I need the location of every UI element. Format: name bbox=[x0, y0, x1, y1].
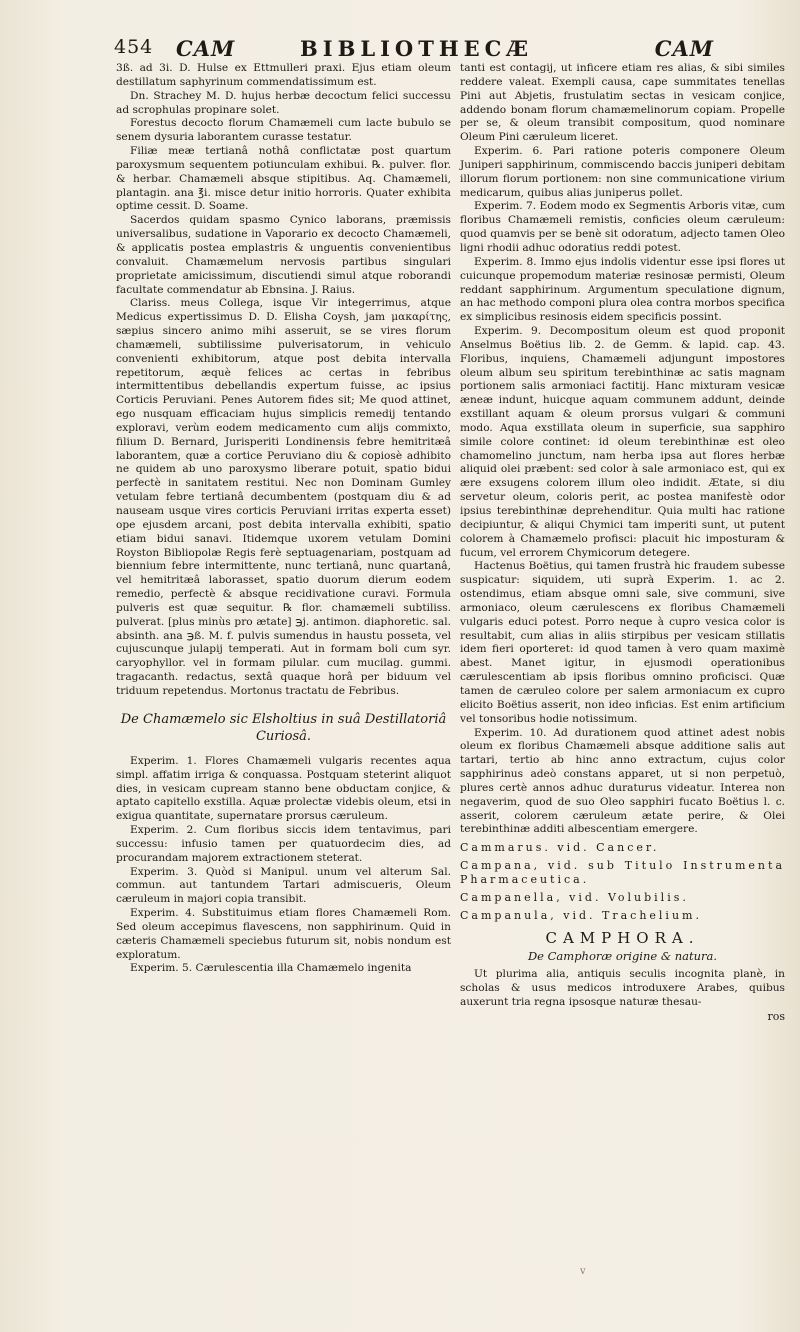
right-column-para-5: Hactenus Boëtius, qui tamen frustrà hic fraudem subesse suspicatur: siquidem, uti suprà Experim. 1. ac 2. ostendimus, etiam absque omni sale, sive communi, sive armoniaco, oleum cærulescens ex floribus Chamæmeli vulgaris educi potest. Porro neque à cupro vesica color is resultabit, cum alias in aliis stirpibus per vesicam stillatis idem fieri oporteret: id quod tamen à vero quam maximè abest. Manet igitur, in ejusmodi operationibus cærulescentiam ab ipsis floribus omnino proficisci. Quæ tamen de cæruleo colore per salem armoniacum ex cupro elicito Boëtius asserit, non ideo inficias. Est enim artificium vel tonsoribus hodie notissimum. bbox=[460, 560, 785, 725]
left-column-plain-0: 3ß. ad 3i. D. Hulse ex Ettmulleri praxi. Ejus etiam oleum destillatum saphyrinum commendatissimum est. bbox=[116, 62, 451, 88]
right-column-para-3: Experim. 8. Immo ejus indolis videntur esse ipsi flores ut cuicunque propemodum materiæ resinosæ permisti, Oleum reddant sapphirinum. Argumentum speculatione dignum, an hac methodo componi plura olea contra morbos specifica ex simplicibus resinosis eidem specificis possint. bbox=[460, 255, 785, 324]
left-column-para-5: Clariss. meus Collega, isque Vir integerrimus, atque Medicus expertissimus D. D. Elisha Coysh, jam μακαρίτης, sæpius sincero animo mihi asseruit, se se vires florum chamæmeli, subtilissime pulverisatorum, in vehiculo convenienti exhibitorum, atque post debita intervalla repetitorum, æquè felices ac certas in febribus intermittentibus debellandis expertum fuisse, ac ipsius Corticis Peruviani. Penes Autorem fides sit; Me quod attinet, ego nusquam efficaciam hujus simplicis remedij tentando exploravi, verùm eodem medicamento cum alijs commixto, filium D. Bernard, Jurisperiti Londinensis febre hemitritæâ laborantem, quæ a cortice Peruviano diu & copiosè adhibito ne quidem ab uno paroxysmo liberare potuit, spatio bidui perfectè in sanitatem restitui. Nec non Dominam Gumley vetulam febre tertianâ decumbentem (postquam diu & ad nauseam usque vires corticis Peruviani irritas experta esset) ope ejusdem arcani, post debita intervalla exhibiti, spatio etiam bidui sanavi. Itidemque uxorem vetulam Domini Royston Bibliopolæ Regis ferè septuagenariam, postquam ad biennium febre intermittente, nunc tertianâ, nunc quartanâ, vel hemitritæâ laborasset, spatio duorum dierum eodem remedio, perfectè & absque recidivatione curavi. Formula pulveris est quæ sequitur. ℞ flor. chamæmeli subtiliss. pulverat. [plus minùs pro ætate] ℈j. antimon. diaphoretic. sal. absinth. ana ℈ß. M. f. pulvis sumendus in haustu posseta, vel cujuscunque julapij temperati. Aut in formam boli cum syr. caryophyllor. vel in formam pilular. cum mucilag. gummi. tragacanth. redactus, sextâ quaque horâ per biduum vel triduum repetendus. Mortonus tractatu de Febribus. bbox=[116, 297, 451, 697]
right-column-caps-10: Campanula, vid. Trachelium. bbox=[460, 908, 702, 922]
right-column-last-14: ros bbox=[767, 1009, 785, 1023]
left-column-subhead-6: De Chamæmelo sic Elsholtius in suâ Destillatoriâ Curiosâ. bbox=[120, 711, 447, 744]
margin-mark: v bbox=[580, 1266, 586, 1277]
left-column-para-4: Sacerdos quidam spasmo Cynico laborans, præmissis universalibus, sudatione in Vaporario ex decocto Chamæmeli, & applicatis postea emplastris & unguentis convenientibus convaluit. Chamæmelum nervosis partibus singulari proprietate amicissimum, discutiendi simul atque roborandi facultate commendatur ab Ebnsina. J. Raius. bbox=[116, 214, 451, 296]
header-right-word: CAM bbox=[654, 36, 714, 61]
left-column-para-7: Experim. 1. Flores Chamæmeli vulgaris recentes aqua simpl. affatim irriga & conquassa. Postquam steterint aliquot dies, in vesicam cupream stanno bene obductam conjice, & aptato capitello exstilla. Aquæ prolectæ videbis oleum, etsi in exigua quantitate, supernatare prorsus cæruleum. bbox=[116, 754, 451, 823]
page-number: 454 bbox=[114, 36, 154, 58]
right-column-para-2: Experim. 7. Eodem modo ex Segmentis Arboris vitæ, cum floribus Chamæmeli remistis, conficies oleum cæruleum: quod quamvis per se benè sit odoratum, adjecto tamen Oleo ligni rhodii adhuc odoratius reddi potest. bbox=[460, 200, 785, 254]
right-column-caps-8: Campana, vid. sub Titulo Instrumenta Pharmaceutica. bbox=[460, 859, 785, 886]
right-column-plain-0: tanti est contagij, ut inficere etiam res alias, & sibi similes reddere valeat. Exempli causa, cape summitates tenellas Pini aut Abjetis, frustulatim sectas in vesicam conjice, addendo bonam florum chamæmelinorum copiam. Propelle per se, & oleum transibit compositum, quod nominare Oleum Pini cæruleum liceret. bbox=[460, 62, 785, 144]
left-column-para-9: Experim. 3. Quòd si Manipul. unum vel alterum Sal. commun. aut tantundem Tartari admiscueris, Oleum cæruleum in majori copia transibit. bbox=[116, 865, 451, 906]
right-column-sub2-12: De Camphoræ origine & natura. bbox=[527, 949, 718, 964]
right-column-big-11: CAMPHORA. bbox=[545, 929, 700, 948]
left-column-para-3: Filiæ meæ tertianâ nothâ conflictatæ post quartum paroxysmum sequentem potiunculam exhibui. ℞. pulver. flor. & herbar. Chamæmeli absque stipitibus. Aq. Chamæmeli, plantagin. ana ℥i. misce detur initio horroris. Quater exhibita optime cessit. D. Soame. bbox=[116, 145, 451, 213]
right-column-para-6: Experim. 10. Ad durationem quod attinet adest nobis oleum ex floribus Chamæmeli absque additione salis aut tartari, tertio ab hinc anno extractum, cujus color sapphirinus adeò constans apparet, ut si non perpetuò, plures certè annos adhuc duraturus videatur. Interea non negaverim, quod de suo Oleo sapphiri fucato Boëtius l. c. asserit, colorem cæruleum ætate perire, & Olei terebinthinæ additi albescentiam emergere. bbox=[460, 726, 785, 836]
right-column-para-4: Experim. 9. Decompositum oleum est quod proponit Anselmus Boëtius lib. 2. de Gemm. & lapid. cap. 43. Floribus, inquiens, Chamæmeli adjungunt impostores oleum album seu spiritum terebinthinæ ac satis magnam portionem salis armoniaci factitij. Hanc mixturam vesicæ æneæ indunt, huicque aquam communem addunt, deinde exstillant aquam & oleum prorsus vulgari & communi modo. Aqua exstillata oleum in superficie, sua sapphiro simile colore continet: id oleum terebinthinæ est oleo chamomelino junctum, nam herba ipsa aut flores herbæ aliquid olei præbent: sed color à sale armoniaco est, qui ex ære exsugens colorem illum oleo indidit. Ætate, si diu servetur oleum, coloris perit, ac postea manifestè odor ipsius terebinthinæ deprehenditur. Quia multi hac ratione decipiuntur, & aliqui Chymici tam imperiti sunt, ut putent colorem à Chamæmelo profisci: placuit hic imposturam & fucum, vel errorem Chymicorum detegere. bbox=[460, 325, 785, 559]
right-text-column bbox=[460, 62, 785, 1024]
right-column-caps-9: Campanella, vid. Volubilis. bbox=[460, 890, 689, 904]
left-column-para-11: Experim. 5. Cærulescentia illa Chamæmelo ingenita bbox=[130, 962, 412, 975]
left-column-para-1: Dn. Strachey M. D. hujus herbæ decoctum felici successu ad scrophulas propinare solet. bbox=[116, 89, 451, 116]
right-column-para-13: Ut plurima alia, antiquis seculis incognita planè, in scholas & usus medicos introduxere Arabes, quibus auxerunt tria regna ipsosque naturæ thesau- bbox=[460, 968, 785, 1008]
header-left-word: CAM bbox=[176, 36, 236, 61]
running-header bbox=[114, 36, 714, 62]
left-column-para-2: Forestus decocto florum Chamæmeli cum lacte bubulo se senem dysuria laborantem curasse testatur. bbox=[116, 117, 451, 144]
left-text-column bbox=[116, 62, 451, 976]
header-title: BIBLIOTHECÆ bbox=[300, 36, 534, 61]
left-column-para-10: Experim. 4. Substituimus etiam flores Chamæmeli Rom. Sed oleum accepimus flavescens, non sapphirinum. Quid in cæteris Chamæmeli speciebus futurum sit, nobis nondum est exploratum. bbox=[116, 907, 451, 961]
left-column-para-8: Experim. 2. Cum floribus siccis idem tentavimus, pari successu: infusio tamen per quatuordecim dies, ad procurandam majorem extractionem steterat. bbox=[116, 824, 451, 864]
right-column-caps-7: Cammarus. vid. Cancer. bbox=[460, 841, 660, 855]
right-column-para-1: Experim. 6. Pari ratione poteris componere Oleum Juniperi sapphirinum, commiscendo baccis juniperi debitam illorum florum portionem: non sine communicatione virium medicarum, quibus alias juniperus pollet. bbox=[460, 145, 785, 199]
